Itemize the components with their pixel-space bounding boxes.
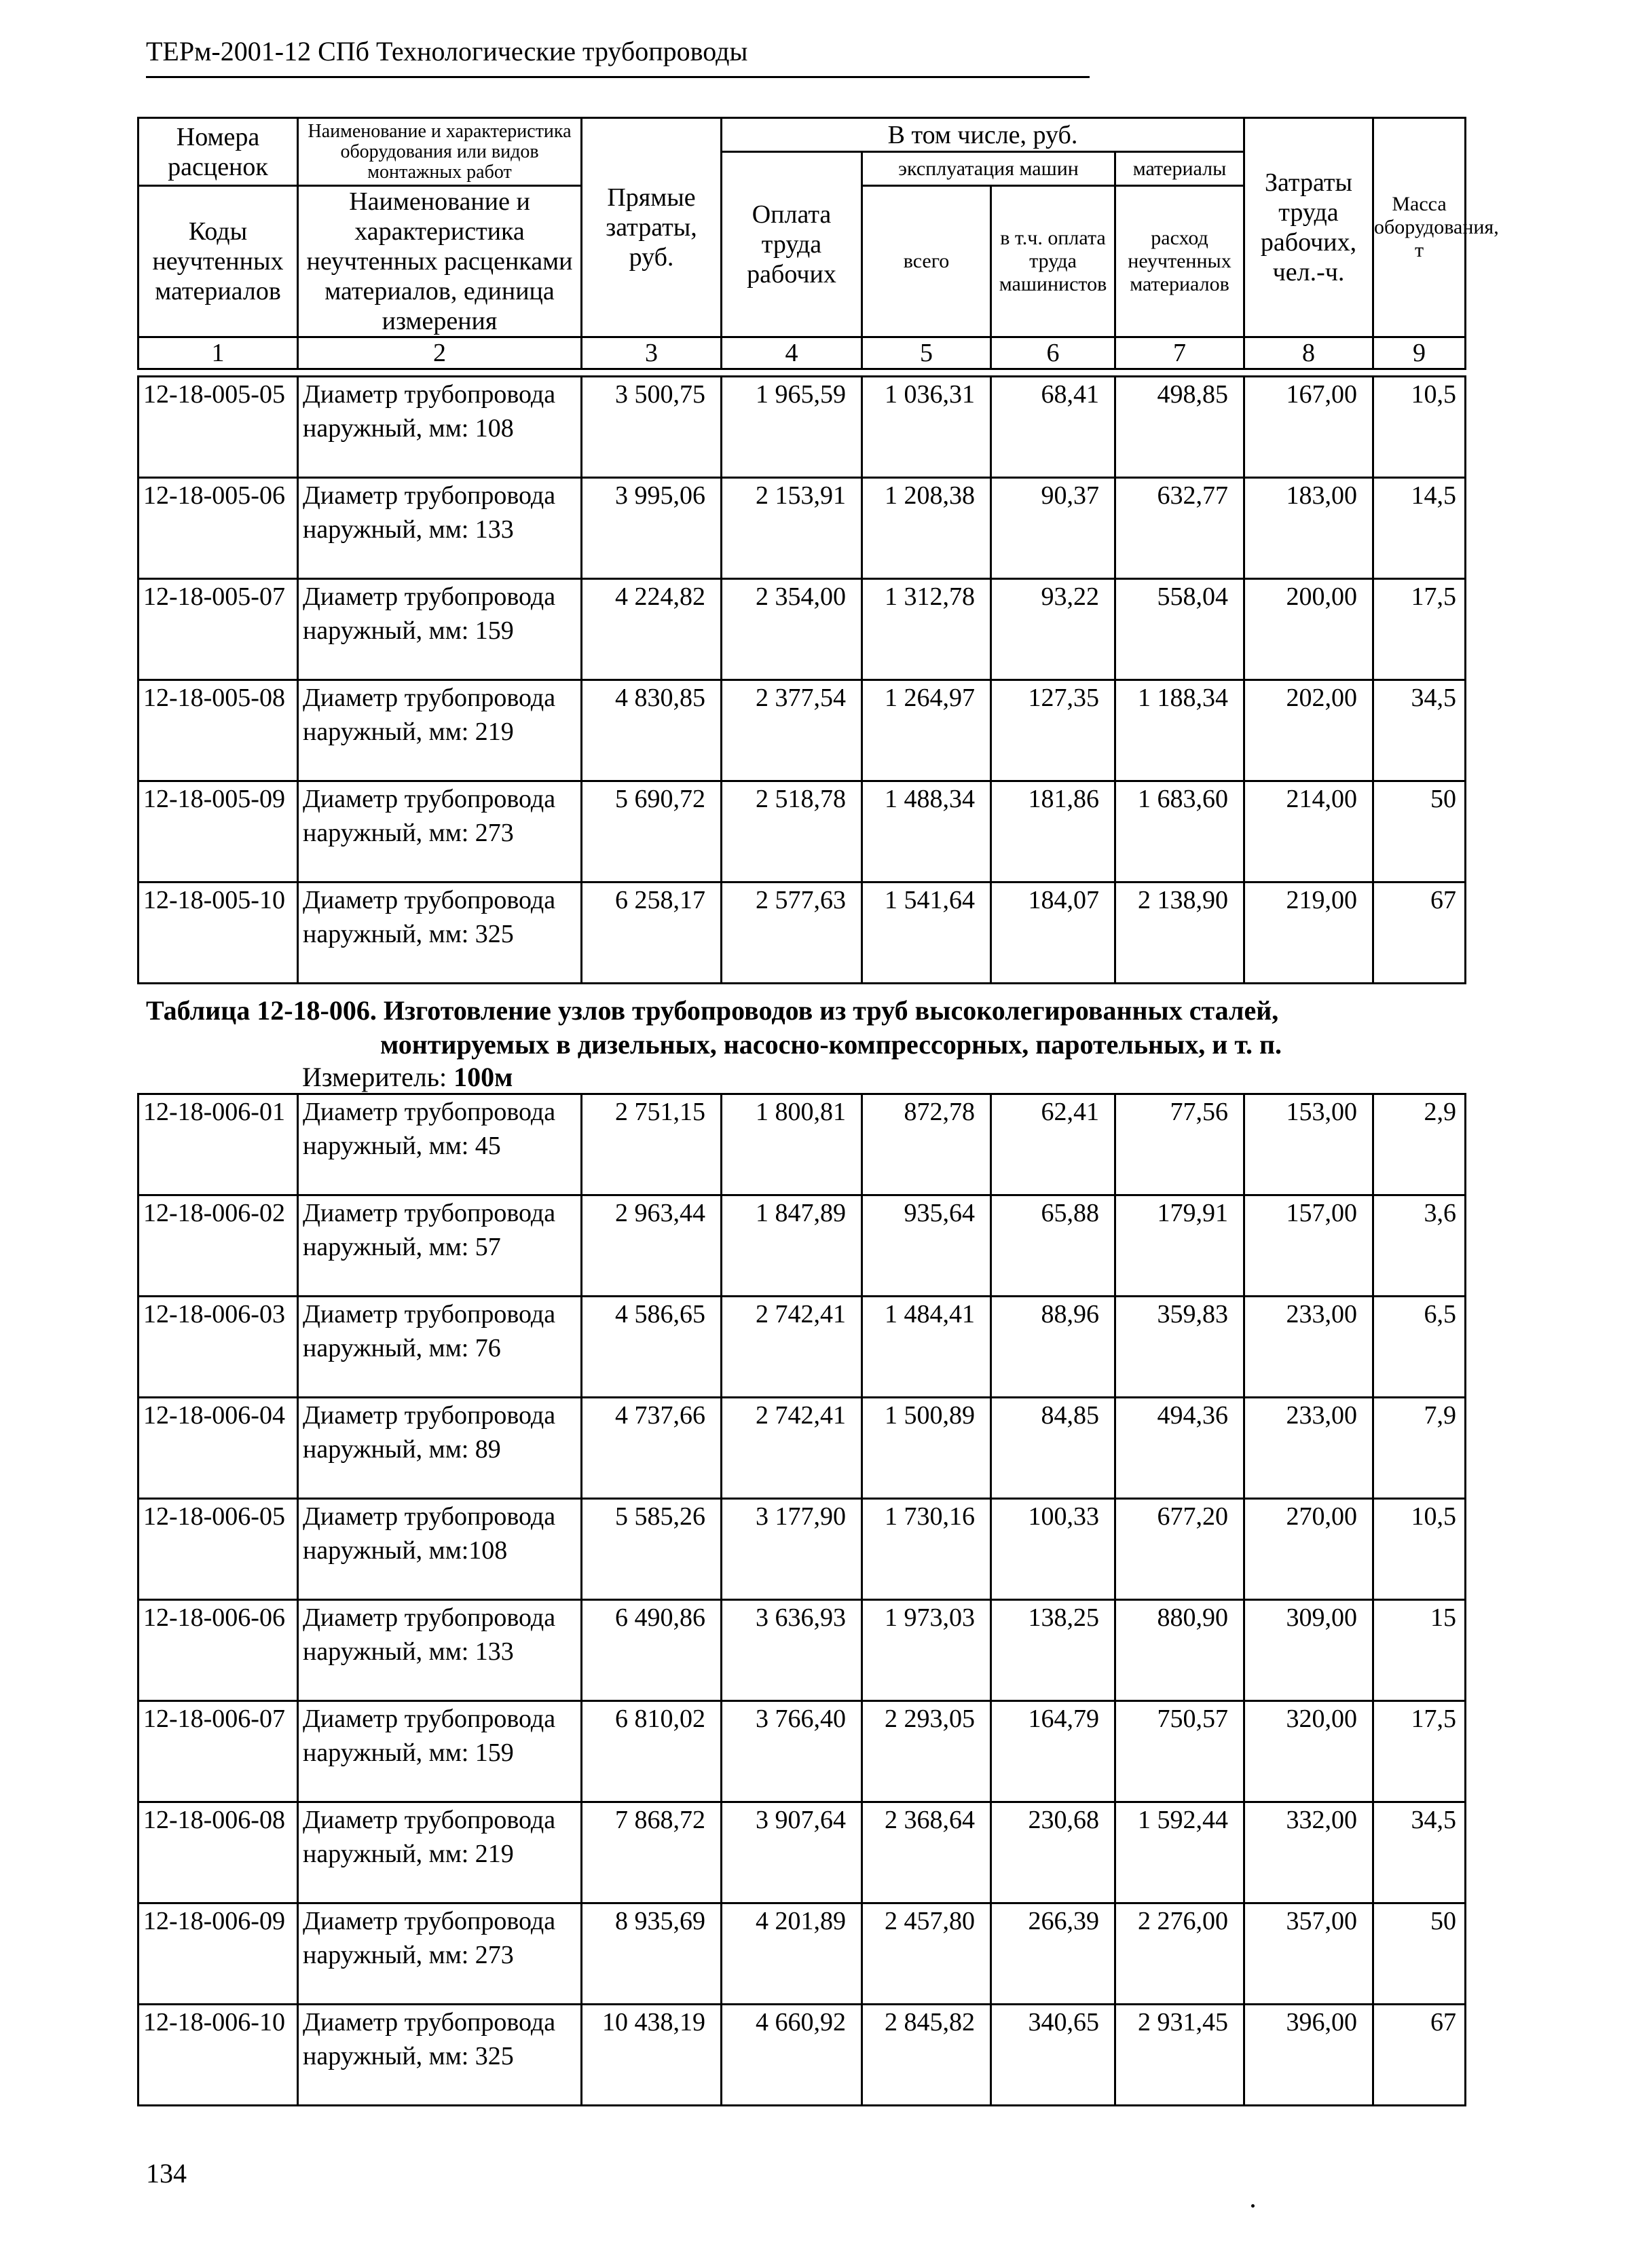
- materials-cost: 2 276,00: [1115, 1903, 1244, 2005]
- table-row: [138, 1701, 1466, 1802]
- materials-cost: 179,91: [1115, 1195, 1244, 1297]
- rate-name: [298, 1903, 582, 2005]
- machines-total: 1 036,31: [862, 377, 991, 478]
- operators-pay: 340,65: [991, 2005, 1115, 2106]
- rate-name-line2: наружный, мм: 76: [303, 1334, 501, 1362]
- rate-name-line2: наружный, мм: 133: [303, 515, 514, 544]
- equipment-mass: 67: [1373, 882, 1466, 984]
- rate-code: 12-18-006-03: [138, 1297, 298, 1398]
- measure-label: Измеритель:: [302, 1062, 447, 1092]
- header-codes-top: Номера расценок: [138, 118, 298, 186]
- labor-pay: 3 177,90: [722, 1499, 862, 1600]
- table-row: [138, 1802, 1466, 1903]
- column-number: 9: [1373, 337, 1466, 369]
- rate-code: 12-18-006-06: [138, 1600, 298, 1701]
- rate-name-line1: Диаметр трубопровода: [303, 481, 556, 510]
- rate-name-line2: наружный, мм: 159: [303, 1739, 514, 1767]
- equipment-mass: 17,5: [1373, 579, 1466, 680]
- labor-pay: 2 518,78: [722, 781, 862, 882]
- rate-name: [298, 1195, 582, 1297]
- header-machines-group: эксплуатация машин: [862, 152, 1115, 186]
- rate-code: 12-18-006-09: [138, 1903, 298, 2005]
- header-labor-pay: Оплата труда рабочих: [722, 152, 862, 337]
- direct-cost: 3 500,75: [582, 377, 722, 478]
- operators-pay: 90,37: [991, 478, 1115, 579]
- rate-name: [298, 1094, 582, 1195]
- rate-name: [298, 579, 582, 680]
- materials-cost: 2 931,45: [1115, 2005, 1244, 2106]
- materials-cost: 677,20: [1115, 1499, 1244, 1600]
- labor-hours: 332,00: [1244, 1802, 1373, 1903]
- equipment-mass: 3,6: [1373, 1195, 1466, 1297]
- materials-cost: 750,57: [1115, 1701, 1244, 1802]
- column-number: 4: [722, 337, 862, 369]
- table-row: [138, 1903, 1466, 2005]
- labor-pay: 1 965,59: [722, 377, 862, 478]
- labor-pay: 2 742,41: [722, 1297, 862, 1398]
- header-materials-group: материалы: [1115, 152, 1244, 186]
- rate-code: 12-18-006-07: [138, 1701, 298, 1802]
- direct-cost: 7 868,72: [582, 1802, 722, 1903]
- table-row: [138, 2005, 1466, 2106]
- machines-total: 2 368,64: [862, 1802, 991, 1903]
- rate-name: [298, 1297, 582, 1398]
- column-number: 3: [582, 337, 722, 369]
- table-row: [138, 680, 1466, 781]
- equipment-mass: 34,5: [1373, 1802, 1466, 1903]
- table-12-18-006: [137, 1093, 1466, 2106]
- rate-name-line1: Диаметр трубопровода: [303, 1705, 556, 1733]
- rate-name-line2: наружный, мм: 325: [303, 920, 514, 948]
- machines-total: 872,78: [862, 1094, 991, 1195]
- machines-total: 1 312,78: [862, 579, 991, 680]
- operators-pay: 88,96: [991, 1297, 1115, 1398]
- equipment-mass: 10,5: [1373, 377, 1466, 478]
- rate-name-line1: Диаметр трубопровода: [303, 1907, 556, 1935]
- labor-hours: 200,00: [1244, 579, 1373, 680]
- rate-name-line2: наружный, мм: 273: [303, 819, 514, 847]
- direct-cost: 6 810,02: [582, 1701, 722, 1802]
- equipment-mass: 15: [1373, 1600, 1466, 1701]
- rate-code: 12-18-006-04: [138, 1398, 298, 1499]
- labor-hours: 153,00: [1244, 1094, 1373, 1195]
- rate-name-line2: наружный, мм: 108: [303, 414, 514, 443]
- operators-pay: 181,86: [991, 781, 1115, 882]
- materials-cost: 494,36: [1115, 1398, 1244, 1499]
- rate-name-line1: Диаметр трубопровода: [303, 1502, 556, 1531]
- table-row: [138, 377, 1466, 478]
- direct-cost: 8 935,69: [582, 1903, 722, 2005]
- direct-cost: 6 258,17: [582, 882, 722, 984]
- materials-cost: 1 188,34: [1115, 680, 1244, 781]
- rate-name: [298, 478, 582, 579]
- rate-name-line1: Диаметр трубопровода: [303, 1300, 556, 1328]
- table-caption-line2: монтируемых в дизельных, насосно-компрессорных, паротельных, и т. п.: [380, 1029, 1282, 1060]
- header-machines-total: всего: [862, 186, 991, 337]
- rate-code: 12-18-005-06: [138, 478, 298, 579]
- direct-cost: 5 585,26: [582, 1499, 722, 1600]
- materials-cost: 498,85: [1115, 377, 1244, 478]
- materials-cost: 2 138,90: [1115, 882, 1244, 984]
- labor-pay: 3 636,93: [722, 1600, 862, 1701]
- equipment-mass: 50: [1373, 1903, 1466, 2005]
- labor-pay: 4 660,92: [722, 2005, 862, 2106]
- rate-code: 12-18-005-08: [138, 680, 298, 781]
- operators-pay: 100,33: [991, 1499, 1115, 1600]
- operators-pay: 84,85: [991, 1398, 1115, 1499]
- machines-total: 1 264,97: [862, 680, 991, 781]
- materials-cost: 632,77: [1115, 478, 1244, 579]
- rate-code: 12-18-006-02: [138, 1195, 298, 1297]
- equipment-mass: 17,5: [1373, 1701, 1466, 1802]
- labor-pay: 2 742,41: [722, 1398, 862, 1499]
- header-operators-pay: в т.ч. оплата труда машинистов: [991, 186, 1115, 337]
- labor-pay: 1 847,89: [722, 1195, 862, 1297]
- operators-pay: 138,25: [991, 1600, 1115, 1701]
- direct-cost: 10 438,19: [582, 2005, 722, 2106]
- machines-total: 935,64: [862, 1195, 991, 1297]
- materials-cost: 1 683,60: [1115, 781, 1244, 882]
- labor-hours: 320,00: [1244, 1701, 1373, 1802]
- equipment-mass: 34,5: [1373, 680, 1466, 781]
- rate-name-line1: Диаметр трубопровода: [303, 1603, 556, 1632]
- rate-name-line1: Диаметр трубопровода: [303, 785, 556, 813]
- rate-name-line2: наружный, мм: 219: [303, 1840, 514, 1868]
- rate-name: [298, 377, 582, 478]
- rate-name-line2: наружный, мм: 57: [303, 1233, 501, 1261]
- rate-name-line1: Диаметр трубопровода: [303, 2008, 556, 2037]
- rate-name-line1: Диаметр трубопровода: [303, 684, 556, 712]
- materials-cost: 359,83: [1115, 1297, 1244, 1398]
- rate-name: [298, 1398, 582, 1499]
- labor-pay: 4 201,89: [722, 1903, 862, 2005]
- labor-hours: 183,00: [1244, 478, 1373, 579]
- labor-pay: 3 907,64: [722, 1802, 862, 1903]
- labor-pay: 2 153,91: [722, 478, 862, 579]
- rate-code: 12-18-005-07: [138, 579, 298, 680]
- equipment-mass: 67: [1373, 2005, 1466, 2106]
- direct-cost: 4 586,65: [582, 1297, 722, 1398]
- header-codes-bottom: Коды неучтенных материалов: [138, 186, 298, 337]
- materials-cost: 558,04: [1115, 579, 1244, 680]
- materials-cost: 1 592,44: [1115, 1802, 1244, 1903]
- machines-total: 1 484,41: [862, 1297, 991, 1398]
- labor-hours: 219,00: [1244, 882, 1373, 984]
- labor-hours: 214,00: [1244, 781, 1373, 882]
- equipment-mass: 6,5: [1373, 1297, 1466, 1398]
- operators-pay: 164,79: [991, 1701, 1115, 1802]
- table-row: [138, 1297, 1466, 1398]
- equipment-mass: 10,5: [1373, 1499, 1466, 1600]
- machines-total: 2 293,05: [862, 1701, 991, 1802]
- rate-name-line1: Диаметр трубопровода: [303, 582, 556, 611]
- rate-name-line2: наружный, мм: 45: [303, 1132, 501, 1160]
- page-header-title: ТЕРм-2001-12 СПб Технологические трубопроводы: [146, 36, 748, 67]
- operators-pay: 68,41: [991, 377, 1115, 478]
- rate-name-line2: наружный, мм: 133: [303, 1637, 514, 1666]
- equipment-mass: 7,9: [1373, 1398, 1466, 1499]
- table-row: [138, 1195, 1466, 1297]
- measure-unit: [302, 1061, 513, 1094]
- rate-name-line2: наружный, мм: 273: [303, 1941, 514, 1969]
- table-row: [138, 781, 1466, 882]
- rate-name-line1: Диаметр трубопровода: [303, 1098, 556, 1126]
- operators-pay: 230,68: [991, 1802, 1115, 1903]
- machines-total: 2 845,82: [862, 2005, 991, 2106]
- labor-hours: 357,00: [1244, 1903, 1373, 2005]
- labor-hours: 233,00: [1244, 1297, 1373, 1398]
- rate-name: [298, 882, 582, 984]
- header-rule: [146, 76, 1090, 78]
- rate-name: [298, 1701, 582, 1802]
- rate-code: 12-18-006-10: [138, 2005, 298, 2106]
- machines-total: 1 973,03: [862, 1600, 991, 1701]
- rate-name: [298, 1802, 582, 1903]
- labor-pay: 3 766,40: [722, 1701, 862, 1802]
- operators-pay: 184,07: [991, 882, 1115, 984]
- rate-code: 12-18-005-05: [138, 377, 298, 478]
- rate-name-line1: Диаметр трубопровода: [303, 380, 556, 409]
- header-unaccounted-materials: расход неучтенных материалов: [1115, 186, 1244, 337]
- table-caption-line1: Таблица 12-18-006. Изготовление узлов трубопроводов из труб высоколегированных сталей,: [146, 995, 1279, 1026]
- operators-pay: 62,41: [991, 1094, 1115, 1195]
- measure-value: 100м: [453, 1062, 513, 1092]
- rate-name-line1: Диаметр трубопровода: [303, 1199, 556, 1227]
- rate-code: 12-18-005-09: [138, 781, 298, 882]
- labor-hours: 202,00: [1244, 680, 1373, 781]
- table-row: [138, 1600, 1466, 1701]
- machines-total: 1 541,64: [862, 882, 991, 984]
- header-mass: Масса оборудования, т: [1373, 118, 1466, 337]
- header-direct-cost: Прямые затраты, руб.: [582, 118, 722, 337]
- labor-pay: 2 577,63: [722, 882, 862, 984]
- rate-name: [298, 2005, 582, 2106]
- labor-hours: 233,00: [1244, 1398, 1373, 1499]
- direct-cost: 3 995,06: [582, 478, 722, 579]
- rate-name-line1: Диаметр трубопровода: [303, 1401, 556, 1430]
- materials-cost: 77,56: [1115, 1094, 1244, 1195]
- labor-hours: 309,00: [1244, 1600, 1373, 1701]
- labor-pay: 1 800,81: [722, 1094, 862, 1195]
- equipment-mass: 50: [1373, 781, 1466, 882]
- labor-hours: 270,00: [1244, 1499, 1373, 1600]
- column-number: 6: [991, 337, 1115, 369]
- rate-name-line1: Диаметр трубопровода: [303, 886, 556, 914]
- rate-name: [298, 1600, 582, 1701]
- rate-name-line2: наружный, мм: 325: [303, 2042, 514, 2070]
- rate-code: 12-18-006-01: [138, 1094, 298, 1195]
- column-number: 2: [298, 337, 582, 369]
- operators-pay: 65,88: [991, 1195, 1115, 1297]
- direct-cost: 2 963,44: [582, 1195, 722, 1297]
- operators-pay: 93,22: [991, 579, 1115, 680]
- labor-pay: 2 377,54: [722, 680, 862, 781]
- operators-pay: 266,39: [991, 1903, 1115, 2005]
- direct-cost: 2 751,15: [582, 1094, 722, 1195]
- direct-cost: 5 690,72: [582, 781, 722, 882]
- column-header-table: [137, 117, 1499, 370]
- header-name-bottom: Наименование и характеристика неучтенных расценками материалов, единица измерения: [298, 186, 582, 337]
- page-number: 134: [146, 2158, 187, 2189]
- machines-total: 1 730,16: [862, 1499, 991, 1600]
- table-row: [138, 1398, 1466, 1499]
- direct-cost: 4 224,82: [582, 579, 722, 680]
- labor-pay: 2 354,00: [722, 579, 862, 680]
- rate-name-line1: Диаметр трубопровода: [303, 1806, 556, 1834]
- table-row: [138, 478, 1466, 579]
- rate-name-line2: наружный, мм: 159: [303, 616, 514, 645]
- table-row: [138, 882, 1466, 984]
- rate-name: [298, 781, 582, 882]
- labor-hours: 157,00: [1244, 1195, 1373, 1297]
- rate-name: [298, 1499, 582, 1600]
- labor-hours: 167,00: [1244, 377, 1373, 478]
- machines-total: 1 500,89: [862, 1398, 991, 1499]
- table-row: [138, 579, 1466, 680]
- machines-total: 1 208,38: [862, 478, 991, 579]
- table-row: [138, 1094, 1466, 1195]
- column-number: 8: [1244, 337, 1373, 369]
- labor-hours: 396,00: [1244, 2005, 1373, 2106]
- equipment-mass: 14,5: [1373, 478, 1466, 579]
- rate-name: [298, 680, 582, 781]
- machines-total: 2 457,80: [862, 1903, 991, 2005]
- column-number: 1: [138, 337, 298, 369]
- direct-cost: 6 490,86: [582, 1600, 722, 1701]
- direct-cost: 4 830,85: [582, 680, 722, 781]
- table-row: [138, 1499, 1466, 1600]
- header-labor-hours: Затраты труда рабочих, чел.-ч.: [1244, 118, 1373, 337]
- direct-cost: 4 737,66: [582, 1398, 722, 1499]
- scan-speck: [1251, 2204, 1255, 2208]
- column-number: 7: [1115, 337, 1244, 369]
- rate-name-line2: наружный, мм: 219: [303, 718, 514, 746]
- rate-name-line2: наружный, мм:108: [303, 1536, 508, 1565]
- rate-name-line2: наружный, мм: 89: [303, 1435, 501, 1464]
- table-12-18-005: [137, 375, 1466, 984]
- machines-total: 1 488,34: [862, 781, 991, 882]
- rate-code: 12-18-006-05: [138, 1499, 298, 1600]
- header-name-top: Наименование и характеристика оборудования или видов монтажных работ: [298, 118, 582, 186]
- operators-pay: 127,35: [991, 680, 1115, 781]
- header-including-group: В том числе, руб.: [722, 118, 1244, 152]
- rate-code: 12-18-006-08: [138, 1802, 298, 1903]
- materials-cost: 880,90: [1115, 1600, 1244, 1701]
- column-number: 5: [862, 337, 991, 369]
- rate-code: 12-18-005-10: [138, 882, 298, 984]
- equipment-mass: 2,9: [1373, 1094, 1466, 1195]
